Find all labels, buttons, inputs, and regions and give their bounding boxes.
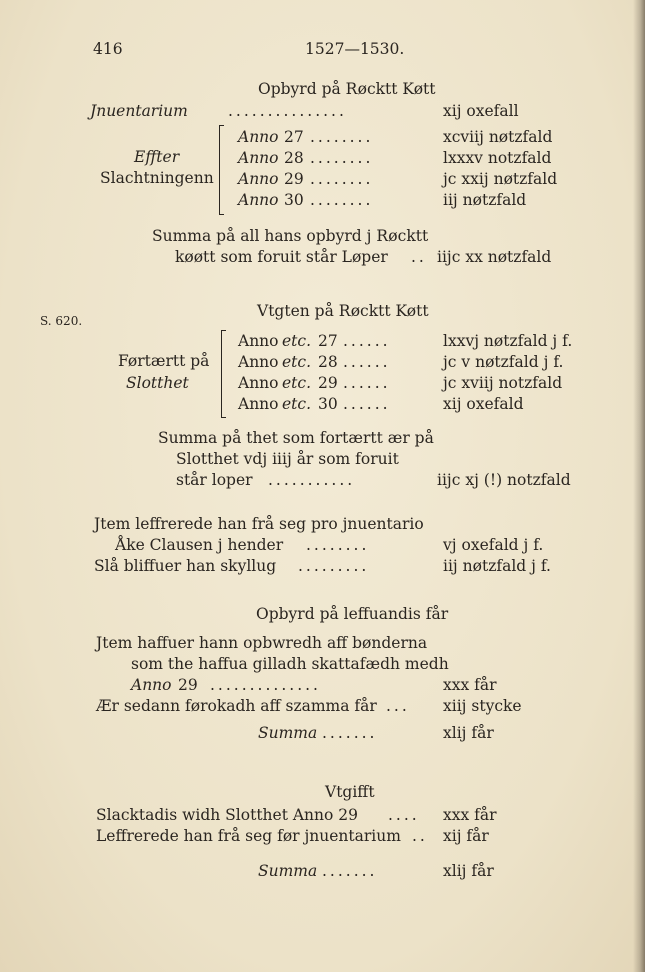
leader-dots: ........	[310, 128, 374, 146]
margin-note: S. 620.	[40, 314, 83, 328]
summa-line: Summa på thet som fortærtt ær på	[158, 429, 434, 447]
leader-dots: ........	[310, 149, 374, 167]
value: vj oxefald j f.	[443, 536, 544, 554]
anno-label: Anno	[238, 191, 279, 209]
value: jc xxij nøtzfald	[443, 170, 558, 188]
anno-label: Anno	[238, 128, 279, 146]
inventory-label: Jnuentarium	[90, 102, 188, 120]
anno-label: Anno	[238, 353, 279, 371]
leader-dots: ..	[411, 248, 427, 266]
leader-dots: ......	[343, 374, 391, 392]
leader-dots: ....	[388, 806, 420, 824]
value: iij nøtzfald	[443, 191, 527, 209]
page-number: 416	[93, 40, 123, 58]
leader-dots: ........	[310, 191, 374, 209]
summa-line: Summa på all hans opbyrd j Røcktt	[152, 227, 429, 245]
year: 30	[318, 395, 338, 413]
value: xij får	[443, 827, 489, 845]
anno-label: Anno	[238, 374, 279, 392]
section-heading: Opbyrd på leffuandis får	[256, 605, 449, 623]
text-line: Slå bliffuer han skyllug	[94, 557, 277, 575]
text-line: Jtem haffuer hann opbwredh aff bønderna	[96, 634, 428, 652]
etc-label: etc.	[282, 374, 312, 392]
anno-label: Anno	[131, 676, 172, 694]
year: 27	[284, 128, 304, 146]
year: 29	[178, 676, 198, 694]
section-heading: Opbyrd på Røcktt Køtt	[258, 80, 436, 98]
leader-dots: ......	[343, 395, 391, 413]
text-line: Jtem leffrerede han frå seg pro jnuentario	[94, 515, 424, 533]
leader-dots: ...	[386, 697, 410, 715]
etc-label: etc.	[282, 395, 312, 413]
value: lxxvj nøtzfald j f.	[443, 332, 573, 350]
page-edge-shadow	[633, 0, 645, 972]
anno-label: Anno	[238, 395, 279, 413]
summa-label: Summa	[258, 862, 318, 880]
section-heading: Vtgten på Røcktt Køtt	[257, 302, 429, 320]
leader-dots: .........	[298, 557, 370, 575]
leader-dots: ......	[343, 353, 391, 371]
brace	[221, 330, 222, 418]
leader-dots: ..............	[210, 676, 321, 694]
group-label: Effter	[134, 148, 180, 166]
year: 29	[318, 374, 338, 392]
anno-label: Anno	[238, 170, 279, 188]
year: 29	[284, 170, 304, 188]
value: xcviij nøtzfald	[443, 128, 553, 146]
year: 30	[284, 191, 304, 209]
value: xxx får	[443, 806, 497, 824]
anno-label: Anno	[238, 332, 279, 350]
leader-dots: ...............	[228, 102, 347, 120]
running-title: 1527—1530.	[305, 40, 405, 58]
text-line: Slacktadis widh Slotthet Anno 29	[96, 806, 358, 824]
section-heading: Vtgifft	[325, 783, 375, 801]
value: xiij stycke	[443, 697, 522, 715]
value: xij oxefall	[443, 102, 519, 120]
value: jc xviij notzfald	[443, 374, 563, 392]
text-line: Åke Clausen j hender	[115, 536, 284, 554]
value: xij oxefald	[443, 395, 524, 413]
group-label: Slotthet	[126, 374, 189, 392]
brace	[219, 125, 220, 215]
leader-dots: .......	[322, 724, 378, 742]
text-line: Ær sedann førokadh aff szamma får	[96, 697, 377, 715]
year: 28	[284, 149, 304, 167]
value: iij nøtzfald j f.	[443, 557, 551, 575]
value: iijc xj (!) notzfald	[437, 471, 571, 489]
leader-dots: ...........	[268, 471, 356, 489]
value: iijc xx nøtzfald	[437, 248, 552, 266]
group-label: Slachtningenn	[100, 169, 214, 187]
year: 28	[318, 353, 338, 371]
leader-dots: ........	[310, 170, 374, 188]
value: lxxxv notzfald	[443, 149, 552, 167]
text-line: som the haffua gilladh skattafædh medh	[131, 655, 449, 673]
etc-label: etc.	[282, 332, 312, 350]
value: xlij får	[443, 724, 494, 742]
leader-dots: ........	[306, 536, 370, 554]
value: jc v nøtzfald j f.	[443, 353, 564, 371]
leader-dots: .......	[322, 862, 378, 880]
summa-line: står loper	[176, 471, 253, 489]
leader-dots: ..	[412, 827, 428, 845]
text-line: Leffrerede han frå seg før jnuentarium	[96, 827, 401, 845]
value: xlij får	[443, 862, 494, 880]
group-label: Førtærtt på	[118, 352, 210, 370]
etc-label: etc.	[282, 353, 312, 371]
summa-line: køøtt som foruit står Løper	[175, 248, 388, 266]
value: xxx får	[443, 676, 497, 694]
leader-dots: ......	[343, 332, 391, 350]
anno-label: Anno	[238, 149, 279, 167]
summa-label: Summa	[258, 724, 318, 742]
year: 27	[318, 332, 338, 350]
summa-line: Slotthet vdj iiij år som foruit	[176, 450, 399, 468]
